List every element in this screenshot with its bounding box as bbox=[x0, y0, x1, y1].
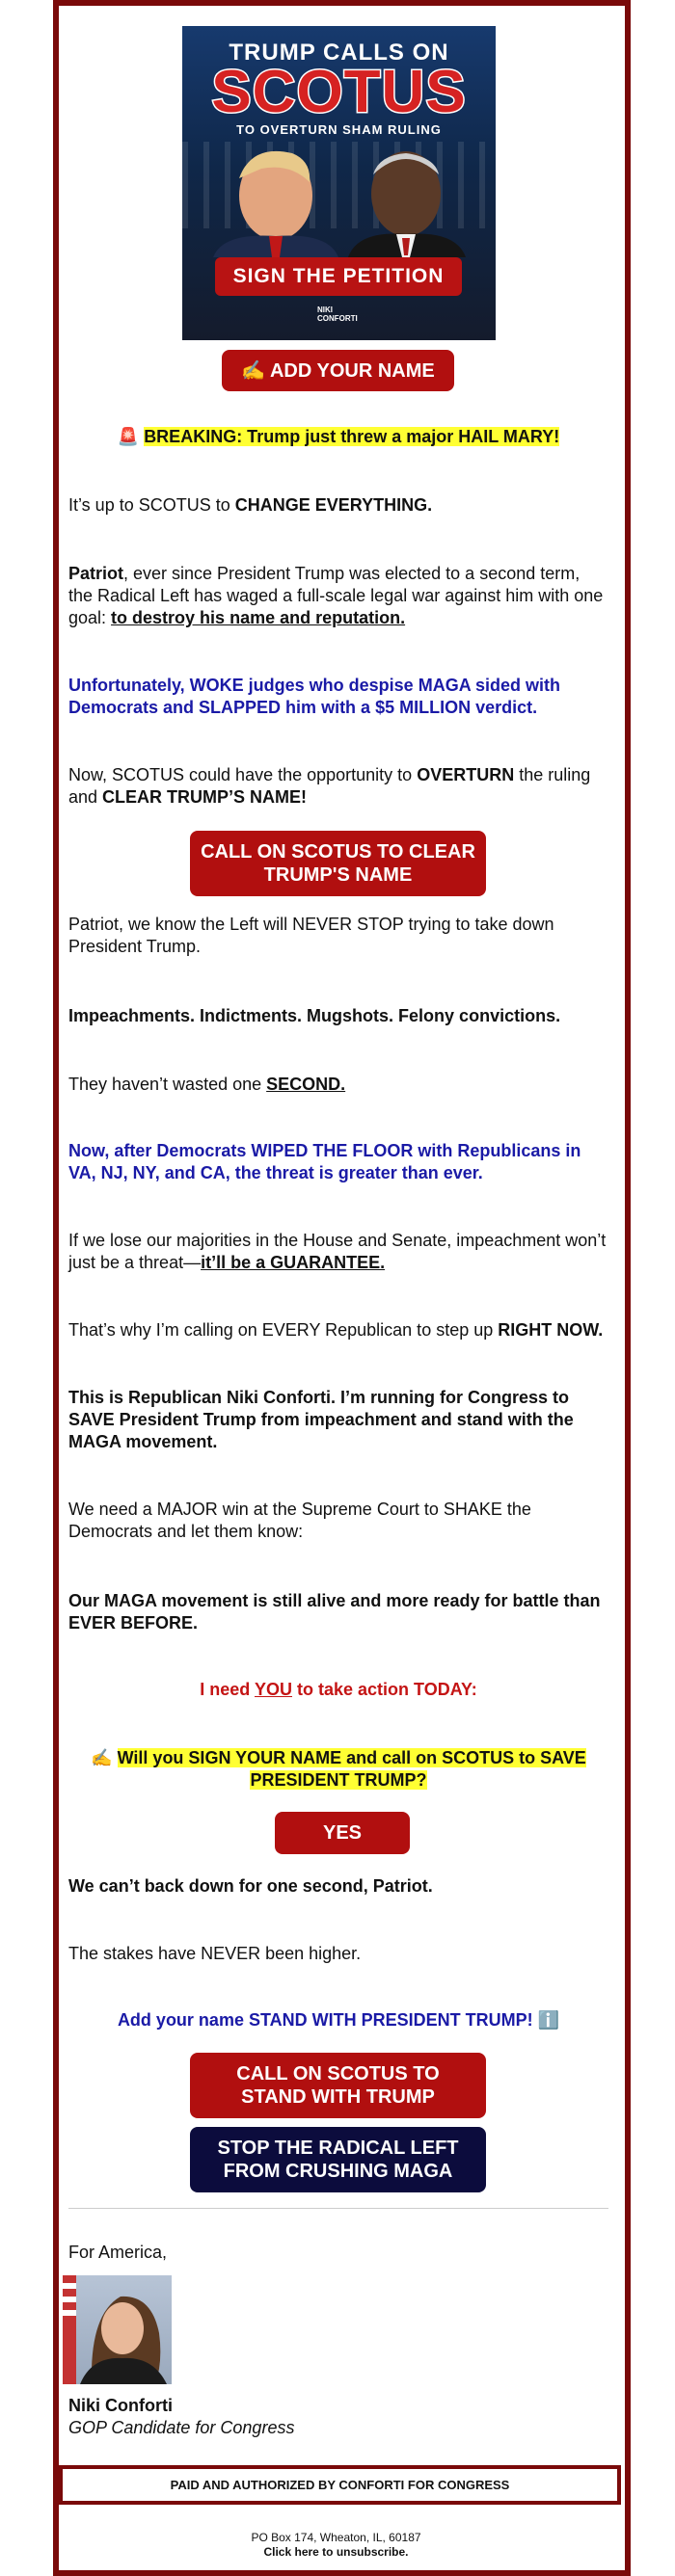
footer-address-block bbox=[59, 2531, 613, 2560]
paragraph-never-stop: Patriot, we know the Left will NEVER STOP trying to take down President Trump. bbox=[68, 915, 554, 956]
stand-line2: STAND WITH TRUMP bbox=[241, 2086, 435, 2108]
paragraph-majorities bbox=[68, 1230, 608, 1274]
p18-text: Add your name STAND WITH PRESIDENT TRUMP! bbox=[117, 2010, 533, 2030]
paragraph-impeachments: Impeachments. Indictments. Mugshots. Felony convictions. bbox=[68, 1006, 561, 1025]
hero-headline-main: SCOTUS bbox=[211, 59, 467, 125]
paragraph-stand-with-trump[interactable] bbox=[68, 2009, 608, 2032]
footer-address: PO Box 174, Wheaton, IL, 60187 bbox=[251, 2531, 421, 2544]
siren-icon: 🚨 bbox=[117, 427, 140, 446]
p1-bold: CHANGE EVERYTHING. bbox=[234, 495, 433, 515]
p15-highlight: Will you SIGN YOUR NAME and call on SCOTUS to SAVE PRESIDENT TRUMP? bbox=[117, 1748, 586, 1790]
hero-headline-top: TRUMP CALLS ON bbox=[229, 40, 449, 66]
paragraph-second bbox=[68, 1074, 608, 1096]
paid-for-text: PAID AND AUTHORIZED BY CONFORTI FOR CONGRESS bbox=[170, 2478, 510, 2492]
paragraph-patriot bbox=[68, 563, 608, 629]
clear-name-line2: TRUMP'S NAME bbox=[263, 864, 413, 886]
paragraph-maga-alive: Our MAGA movement is still alive and more ready for battle than EVER BEFORE. bbox=[68, 1591, 601, 1633]
hero-sign-petition-label: SIGN THE PETITION bbox=[215, 257, 462, 296]
yes-button[interactable]: YES bbox=[275, 1812, 410, 1854]
closing-line: For America, bbox=[68, 2243, 168, 2262]
breaking-text: BREAKING: Trump just threw a major HAIL MARY! bbox=[144, 427, 560, 446]
p4-text-2: the ruling and bbox=[68, 765, 591, 807]
stop-radical-left-button[interactable] bbox=[190, 2127, 486, 2192]
hero-logo-bottom: CONFORTI bbox=[317, 314, 358, 323]
p4-text: Now, SCOTUS could have the opportunity to bbox=[68, 765, 418, 784]
add-your-name-button[interactable]: ✍️ ADD YOUR NAME bbox=[222, 350, 454, 391]
paragraph-major-win: We need a MAJOR win at the Supreme Court to SHAKE the Democrats and let them know: bbox=[68, 1500, 531, 1541]
info-icon: ℹ️ bbox=[537, 2010, 560, 2030]
hero-portraits-illustration bbox=[203, 140, 483, 257]
p2-text: , ever since President Trump was elected to a second term, the Radical Left has waged a full-scale legal war against him with one goal: bbox=[68, 564, 604, 627]
paid-for-box bbox=[59, 2465, 621, 2505]
paragraph-step-up bbox=[68, 1319, 608, 1341]
breaking-line bbox=[68, 426, 608, 448]
p14-text: I need bbox=[200, 1680, 255, 1699]
stand-line1: CALL ON SCOTUS TO bbox=[236, 2063, 440, 2085]
paragraph-stakes: The stakes have NEVER been higher. bbox=[68, 1944, 362, 1963]
paragraph-take-action bbox=[68, 1679, 608, 1701]
clear-name-line1: CALL ON SCOTUS TO CLEAR bbox=[201, 841, 475, 863]
paragraph-change-everything bbox=[68, 494, 608, 517]
p9-underline: it’ll be a GUARANTEE. bbox=[201, 1253, 386, 1272]
signature-name: Niki Conforti bbox=[68, 2396, 173, 2415]
p14-text-2: to take action TODAY: bbox=[292, 1680, 477, 1699]
writing-hand-icon: ✍️ bbox=[91, 1748, 113, 1767]
paragraph-sign-your-name bbox=[68, 1747, 608, 1792]
candidate-photo-illustration bbox=[63, 2275, 172, 2384]
paragraph-overturn bbox=[68, 764, 608, 809]
p14-you: YOU bbox=[254, 1680, 292, 1699]
unsubscribe-link[interactable]: Click here to unsubscribe. bbox=[263, 2545, 409, 2559]
p9-text: If we lose our majorities in the House and Senate, impeachment won’t just be a threat— bbox=[68, 1231, 607, 1272]
stop-line1: STOP THE RADICAL LEFT bbox=[217, 2138, 459, 2159]
avatar bbox=[63, 2275, 172, 2384]
hero-headline-sub: TO OVERTURN SHAM RULING bbox=[236, 122, 442, 137]
hero-logo bbox=[317, 305, 375, 327]
stop-line2: FROM CRUSHING MAGA bbox=[223, 2161, 453, 2182]
paragraph-wiped-floor: Now, after Democrats WIPED THE FLOOR with Republicans in VA, NJ, NY, and CA, the threat is greater than ever. bbox=[68, 1141, 581, 1182]
p7-text: They haven’t wasted one bbox=[68, 1075, 267, 1094]
p2-bold: Patriot bbox=[68, 564, 124, 583]
email-frame bbox=[53, 0, 631, 2576]
p4-bold-overturn: OVERTURN bbox=[417, 765, 515, 784]
paragraph-niki-intro: This is Republican Niki Conforti. I’m running for Congress to SAVE President Trump from impeachment and stand with the MAGA movement. bbox=[68, 1388, 574, 1451]
p10-text: That’s why I’m calling on EVERY Republican to step up bbox=[68, 1320, 499, 1340]
p1-text: It’s up to SCOTUS to bbox=[68, 495, 235, 515]
paragraph-back-down: We can’t back down for one second, Patriot. bbox=[68, 1876, 433, 1896]
signature-title: GOP Candidate for Congress bbox=[68, 2418, 295, 2437]
p2-underline: to destroy his name and reputation. bbox=[111, 608, 406, 627]
stand-with-trump-button[interactable] bbox=[190, 2053, 486, 2118]
divider bbox=[68, 2208, 608, 2209]
hero-image[interactable] bbox=[182, 26, 496, 340]
hero-logo-top: NIKI bbox=[317, 305, 333, 314]
clear-trumps-name-button[interactable] bbox=[190, 831, 486, 896]
paragraph-woke-judges: Unfortunately, WOKE judges who despise MAGA sided with Democrats and SLAPPED him with a $5 MILLION verdict. bbox=[68, 676, 561, 717]
p10-bold: RIGHT NOW. bbox=[498, 1320, 604, 1340]
p7-underline: SECOND. bbox=[266, 1075, 346, 1094]
p4-bold-clear: CLEAR TRUMP’S NAME! bbox=[102, 787, 308, 807]
